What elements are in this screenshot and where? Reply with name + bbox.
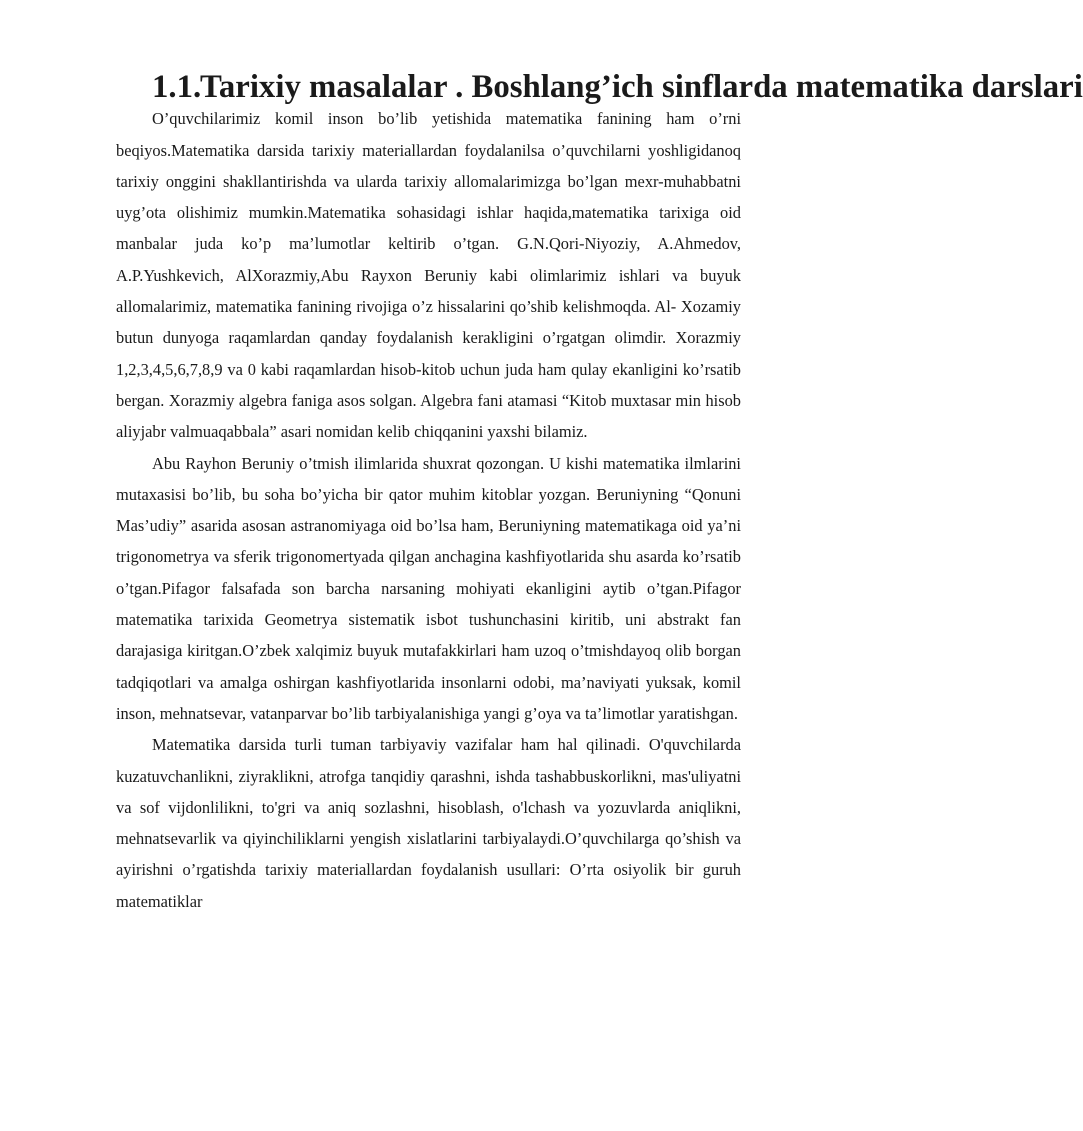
- section-title: Tarixiy masalalar . Boshlang’ich sinflarda matematika darslari: [200, 69, 1083, 105]
- paragraph-xorazmiy: O’quvchilarimiz komil inson bo’lib yetishida matematika fanining ham o’rni beqiyos.Matematika darsida tarixiy materiallardan foydalanilsa o’quvchilarni yoshligidanoq tarixiy onggini shakllantirishda va ularda tarixiy allomalarimizga bo’lgan mexr-muhabbatni uyg’ota olishimiz mumkin.Matematika sohasidagi ishlar haqida,matematika tarixiga oid manbalar juda ko’p ma’lumotlar keltirib o’tgan. G.N.Qori-Niyoziy, A.Ahmedov, A.P.Yushkevich, AlXorazmiy,Abu Rayxon Beruniy kabi olimlarimiz ishlari va buyuk allomalarimiz, matematika fanining rivojiga o’z hissalarini qo’shib kelishmoqda. Al- Xozamiy butun dunyoga raqamlardan qanday foydalanish kerakligini o’rgatgan olimdir. Xorazmiy 1,2,3,4,5,6,7,8,9 va 0 kabi raqamlardan hisob-kitob uchun juda ham qulay ekanligini ko’rsatib bergan. Xorazmiy algebra faniga asos solgan. Algebra fani atamasi “Kitob muxtasar min hisob aliyjabr valmuaqabbala” asari nomidan kelib chiqqanini yaxshi bilamiz.: [116, 109, 741, 442]
- paragraph-beruniy: Abu Rayhon Beruniy o’tmish ilimlarida shuxrat qozongan. U kishi matematika ilmlarini mutaxasisi bo’lib, bu soha bo’yicha bir qator muhim kitoblar yozgan. Beruniyning “Qonuni Mas’udiy” asarida asosan astranomiyaga oid bo’lsa ham, Beruniyning matematikaga oid ya’ni trigonometrya va sferik trigonomertyada qilgan anchagina kashfiyotlarida shu asarda ko’rsatib o’tgan.Pifagor falsafada son barcha narsaning mohiyati ekanligini aytib o’tgan.Pifagor matematika tarixida Geometrya sistematik isbot tushunchasini kiritib, uni abstrakt fan darajasiga kiritgan.O’zbek xalqimiz buyuk mutafakkirlari ham uzoq o’tmishdayoq olib borgan tadqiqotlari va amalga oshirgan kashfiyotlarida insonlarni odobi, ma’naviyati yuksak, komil inson, mehnatsevar, vatanparvar bo’lib tarbiyalanishiga yangi g’oya va ta’limotlar yaratishgan.: [116, 453, 741, 723]
- section-heading: [116, 69, 1083, 105]
- document-page: [116, 69, 1083, 917]
- section-number: 1.1.: [152, 69, 202, 105]
- paragraph-tarbiyaviy: Matematika darsida turli tuman tarbiyaviy vazifalar ham hal qilinadi. O'quvchilarda kuzatuvchanlikni, ziyraklikni, atrofga tanqidiy qarashni, ishda tashabbuskorlikni, mas'uliyatni va sof vijdonlilikni, to'gri va aniq sozlashni, hisoblash, o'lchash va yozuvlarda aniqlikni, mehnatsevarlik va qiyinchiliklarni yengish xislatlarini tarbiyalaydi.O’quvchilarga qo’shish va ayirishni o’rgatishda tarixiy materiallardan foydalanish usullari: O’rta osiyolik bir guruh matematiklar: [116, 735, 741, 911]
